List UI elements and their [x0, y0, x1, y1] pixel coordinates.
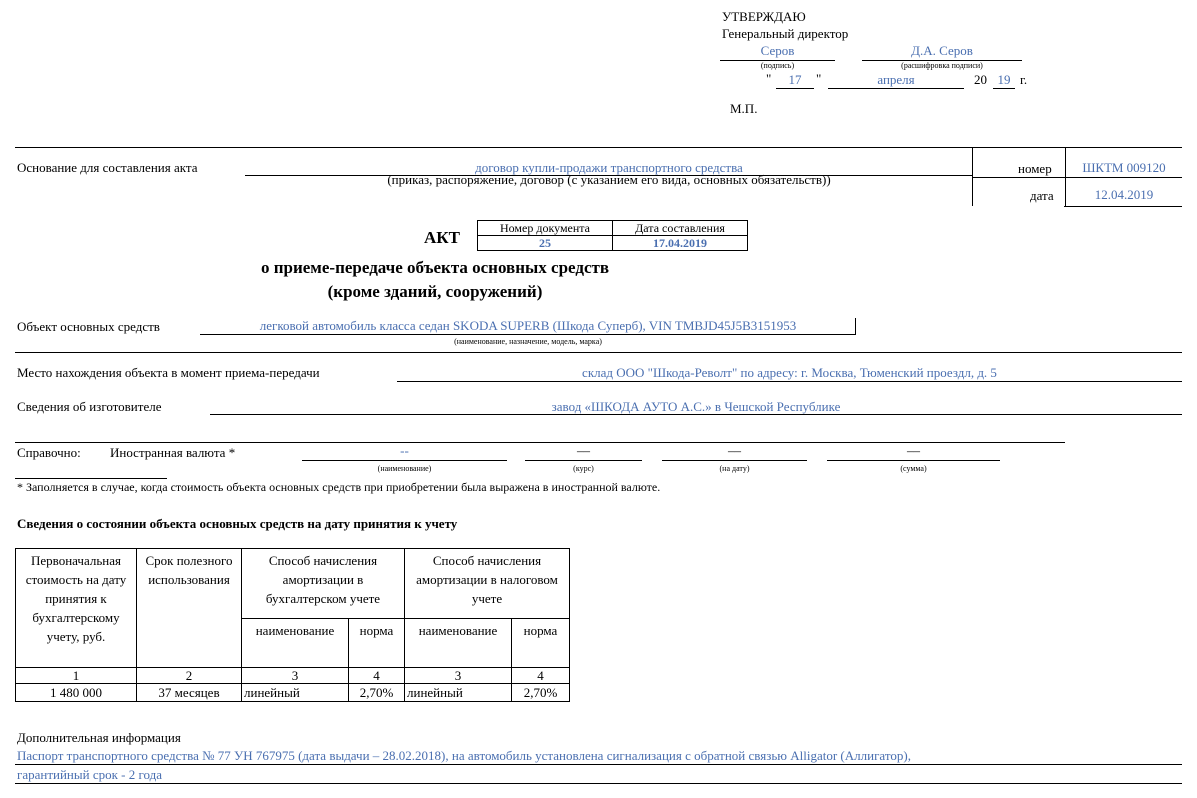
num-3: 3 — [242, 668, 349, 684]
currency-sum-caption: (сумма) — [900, 464, 927, 473]
tax-sub-name: наименование — [405, 618, 512, 667]
reference-footnote: * Заполняется в случае, когда стоимость объекта основных средств при приобретении была выражена в иностранной валюте. — [17, 480, 661, 494]
object-value: легковой автомобиль класса седан SKODA SUPERB (Шкода Суперб), VIN TMBJD45J5B3151953 — [259, 318, 797, 333]
state-heading: Сведения о состоянии объекта основных средств на дату принятия к учету — [17, 516, 458, 531]
month-line — [828, 88, 964, 89]
col-acc-header: Способ начисления амортизации в бухгалтерском учете — [242, 549, 405, 619]
col-term-header: Срок полезного использования — [137, 549, 242, 668]
basis-value: договор купли-продажи транспортного средства — [475, 160, 743, 175]
num-6: 4 — [512, 668, 570, 684]
basis-date-value: 12.04.2019 — [1094, 187, 1154, 202]
footnote-line — [15, 478, 167, 479]
location-label: Место нахождения объекта в момент приема-передачи — [17, 365, 320, 380]
acc-sub-name: наименование — [242, 618, 349, 667]
acc-method-value: линейный — [242, 684, 349, 702]
object-line-end — [855, 318, 856, 335]
object-bottom-line — [15, 352, 1182, 353]
manufacturer-line — [210, 414, 1182, 415]
approve-year: 19 — [997, 72, 1011, 87]
basis-number-label: номер — [1018, 161, 1052, 176]
cost-value: 1 480 000 — [16, 684, 137, 702]
currency-date-line — [662, 460, 807, 461]
year-unit: г. — [1020, 72, 1028, 87]
currency-sum-line — [827, 460, 1000, 461]
doc-date-header: Дата составления — [613, 221, 748, 236]
act-word: АКТ — [424, 228, 460, 247]
doc-number-header: Номер документа — [478, 221, 613, 236]
num-1: 1 — [16, 668, 137, 684]
tax-method-value: линейный — [405, 684, 512, 702]
currency-rate-value: –– — [577, 443, 590, 458]
currency-name-value: -- — [400, 443, 409, 458]
tax-sub-norm: норма — [512, 618, 570, 667]
num-5: 3 — [405, 668, 512, 684]
year-line — [993, 88, 1015, 89]
stamp-mark: М.П. — [730, 101, 758, 116]
state-table — [15, 548, 570, 702]
additional-label: Дополнительная информация — [17, 730, 181, 745]
num-4: 4 — [349, 668, 405, 684]
object-line — [200, 334, 856, 335]
manufacturer-value: завод «ШКОДА АУТО А.С.» в Чешской Республике — [551, 399, 841, 414]
num-2: 2 — [137, 668, 242, 684]
currency-date-value: –– — [728, 443, 741, 458]
signature-caption: (подпись) — [760, 61, 795, 70]
basis-label: Основание для составления акта — [17, 160, 198, 175]
currency-rate-caption: (курс) — [573, 464, 594, 473]
basis-number-value: ШКТМ 009120 — [1082, 160, 1166, 175]
col-cost-header: Первоначальная стоимость на дату принятия к бухгалтерскому учету, руб. — [16, 549, 137, 668]
doc-number-value: 25 — [478, 236, 613, 251]
additional-line-1: Паспорт транспортного средства № 77 УН 767975 (дата выдачи – 28.02.2018), на автомобиль установлена сигнализация с обратной связью Alligator (Аллигатор), — [17, 748, 911, 763]
acc-norm-value: 2,70% — [349, 684, 405, 702]
additional-line-1-rule — [15, 764, 1182, 765]
location-value: склад ООО "Шкода-Револт" по адресу: г. Москва, Тюменский проездл, д. 5 — [582, 365, 997, 380]
currency-name-line — [302, 460, 507, 461]
currency-label: Иностранная валюта * — [110, 445, 236, 460]
additional-line-2: гарантийный срок - 2 года — [17, 767, 163, 782]
approve-day: 17 — [788, 72, 802, 87]
basis-date-line — [1064, 206, 1182, 207]
location-line — [397, 381, 1182, 382]
approve-title: УТВЕРЖДАЮ — [722, 9, 806, 24]
approve-position: Генеральный директор — [722, 26, 849, 41]
object-caption: (наименование, назначение, модель, марка) — [454, 337, 602, 346]
doc-number-table — [477, 220, 748, 251]
manufacturer-label: Сведения об изготовителе — [17, 399, 162, 414]
approve-name: Д.А. Серов — [911, 43, 973, 58]
currency-date-caption: (на дату) — [719, 464, 750, 473]
object-label: Объект основных средств — [17, 319, 160, 334]
name-caption: (расшифровка подписи) — [901, 61, 983, 70]
tax-norm-value: 2,70% — [512, 684, 570, 702]
currency-sum-value: –– — [907, 443, 920, 458]
reference-label: Справочно: — [17, 445, 81, 460]
year-prefix: 20 — [974, 72, 987, 87]
act-subtitle-2: (кроме зданий, сооружений) — [327, 282, 543, 301]
currency-name-caption: (наименование) — [377, 464, 432, 473]
term-value: 37 месяцев — [137, 684, 242, 702]
quote-close: " — [816, 71, 822, 86]
basis-caption: (приказ, распоряжение, договор (с указанием его вида, основных обязательств)) — [387, 172, 831, 187]
quote-open: " — [766, 71, 772, 86]
basis-date-label: дата — [1030, 188, 1054, 203]
approve-signature: Серов — [760, 43, 795, 58]
approve-month: апреля — [877, 72, 915, 87]
day-line — [776, 88, 814, 89]
additional-line-2-rule — [15, 783, 1182, 784]
acc-sub-norm: норма — [349, 618, 405, 667]
currency-rate-line — [525, 460, 642, 461]
doc-date-value: 17.04.2019 — [613, 236, 748, 251]
basis-number-line — [972, 177, 1182, 178]
act-subtitle-1: о приеме-передаче объекта основных средств — [260, 258, 610, 277]
col-tax-header: Способ начисления амортизации в налоговом учете — [405, 549, 570, 619]
